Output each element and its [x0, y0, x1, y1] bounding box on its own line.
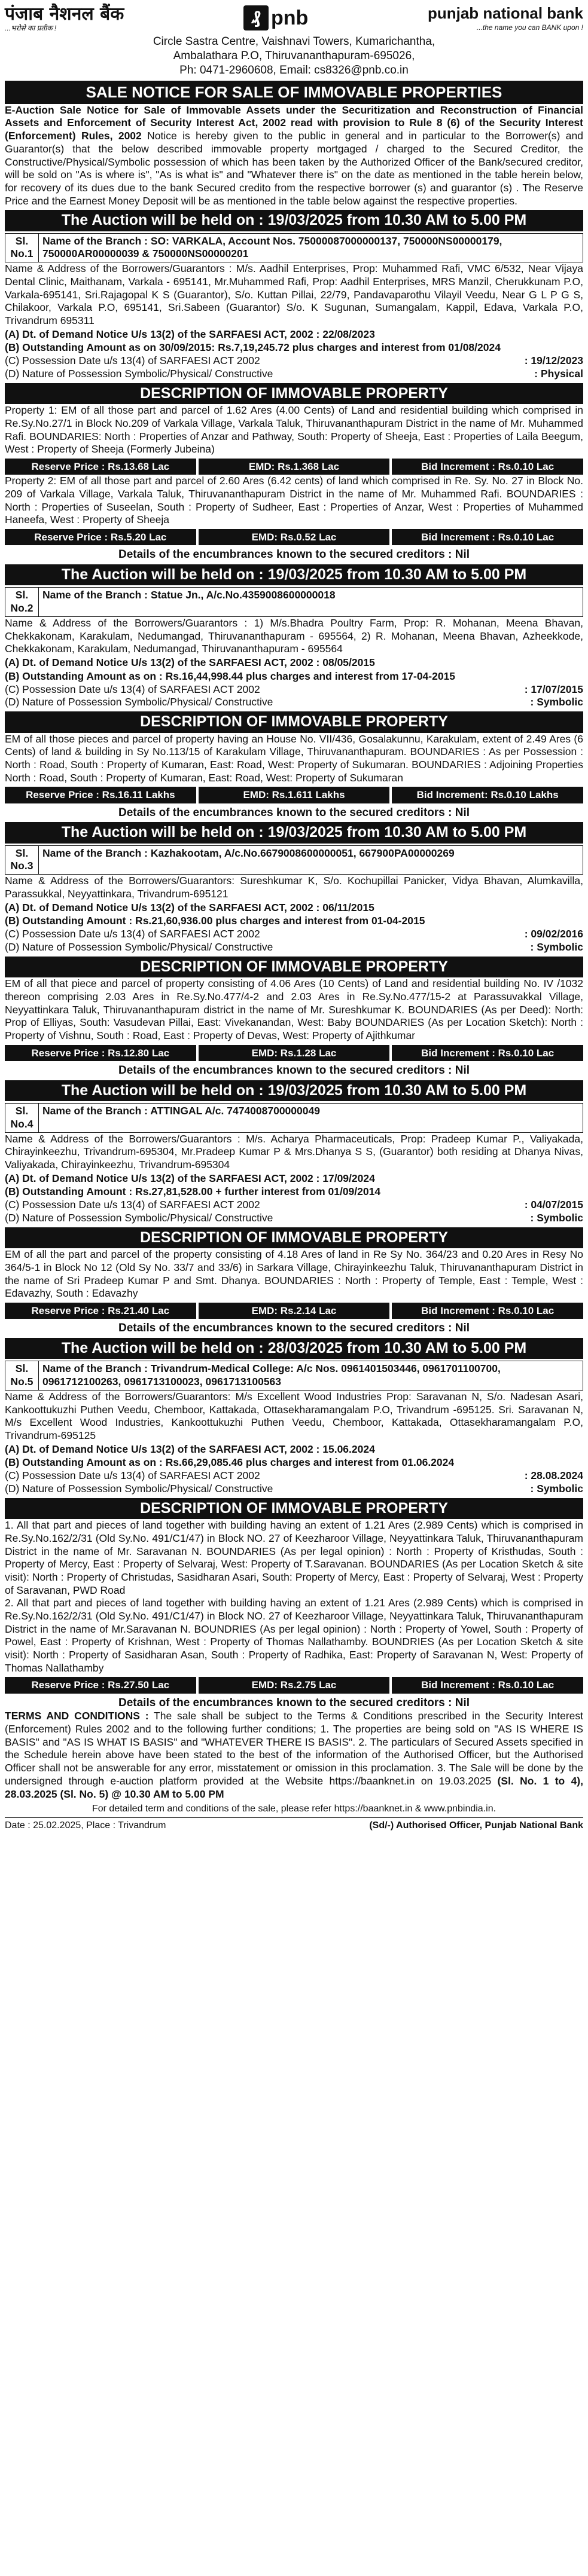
price-row	[5, 787, 583, 803]
outstanding-amount: (B) Outstanding Amount as on 30/09/2015: Rs.7,19,245.72 plus charges and interest from 01/08/2024	[5, 341, 501, 354]
footer	[5, 1817, 583, 1832]
branch-row	[5, 845, 583, 875]
possession-nature-row	[5, 941, 583, 954]
possession-date-value: : 04/07/2015	[524, 1199, 583, 1211]
bid-increment: Bid Increment : Rs.0.10 Lac	[392, 1303, 583, 1319]
price-row	[5, 529, 583, 545]
borrower-details: Name & Address of the Borrowers/Guarantors : M/s. Acharya Pharmaceuticals, Prop: Pradeep Kumar P., Valiyakada, Chirayinkeezhu, Trivandrum-695304, Mr.Pradeep Kumar P & Mrs.Dhanya S S, (Guarantor) both residing at Dhanya Nivas, Valiyakada, Chirayinkeezhu, Trivandrum-695304	[5, 1132, 583, 1171]
possession-nature-value: : Physical	[534, 368, 583, 380]
terms-and-conditions	[5, 1710, 583, 1801]
borrower-details: Name & Address of the Borrowers/Guarantors : 1) M/s.Bhadra Poultry Farm, Prop: R. Mohanan, Meena Bhavan, Chekkakonam, Karakulam, Nedumangad, Thiruvananthapuram - 695564, 2) R. Mohanan, Meena Bhavan, Azheekkode, Chekkakonam, Karakulam, Nedumangad, Thiruvananthapuram - 695564	[5, 616, 583, 655]
description-heading: DESCRIPTION OF IMMOVABLE PROPERTY	[5, 711, 583, 732]
auction-date-bar: The Auction will be held on : 28/03/2025 from 10.30 AM to 5.00 PM	[5, 1338, 583, 1359]
branch-details: Name of the Branch : SO: VARKALA, Account Nos. 75000087000000137, 750000NS00000179, 750000AR00000039 & 750000NS00000201	[42, 234, 502, 260]
outstanding-amount: (B) Outstanding Amount : Rs.27,81,528.00 + further interest from 01/09/2014	[5, 1185, 381, 1198]
property-description: EM of all the part and parcel of the property consisting of 4.18 Ares of land in Re Sy No. 364/23 and 0.20 Ares in Resy No 364/5-1 in Block No 12 (Old Sy No. 33/7 and 33/6) in Sarkara Village, Chirayinkeezhu Taluk, Thiruvananthapuram District in the name of Sri Pradeep Kumar P and Smt. Dhanya. BOUNDARIES : North : Property of Temple, East : Temple, West : Edavazhy, South : Edavazhy	[5, 1248, 583, 1300]
encumbrance-details: Details of the encumbrances known to the secured creditors : Nil	[118, 1064, 470, 1077]
possession-nature-label: (D) Nature of Possession Symbolic/Physical/ Constructive	[5, 941, 273, 953]
signatory: (Sd/-) Authorised Officer, Punjab National Bank	[369, 1820, 583, 1831]
pnb-logo-icon: ₰	[243, 5, 269, 30]
price-row	[5, 1303, 583, 1319]
bid-increment: Bid Increment : Rs.0.10 Lac	[392, 1677, 583, 1693]
borrower-details: Name & Address of the Borrowers/Guarantors: M/s Excellent Wood Industries Prop: Saravanan N, S/o. Nadesan Asari, Kankoottukuzhi Puthen Veedu, Chemboor, Kattakada, Ottasekharamangalam P.O, Trivandrum -695125. Sri. Saravanan N, M/s Excellent Wood Industries, Kankoottukuzhi Puthen Veedu, Chemboor, Kattakada, Ottasekharamangalam P.O, Trivandrum-695125	[5, 1390, 583, 1441]
property-description: 1. All that part and pieces of land together with building having an extent of 1.21 Ares (2.989 Cents) which is comprised in Re.Sy.No.162/2/31 (Old Sy.No. 491/C1/47) in Block NO. 27 of Keezharoor Village, Neyyattinkara Taluk, Thiruvananthapuram District in the name of Mr. Saravanan N. BOUNDARIES (As per legal opinion) : North : Property of Kristhudas, South : Property of Mercy, East : Property of Selvaraj, West: Property of T.Saravanan. BOUNDARIES (As per Location Sketch & site visit): North : Property of Christudas, Sasidharan Asari, South: Property of Mercy, East : Property of Selvaraj, West : Property of Saravanan, PWD Road	[5, 1519, 583, 1596]
possession-date-row	[5, 928, 583, 941]
encumbrance-details: Details of the encumbrances known to the secured creditors : Nil	[118, 806, 470, 819]
emd: EMD: Rs.0.52 Lac	[199, 529, 390, 545]
description-heading: DESCRIPTION OF IMMOVABLE PROPERTY	[5, 957, 583, 977]
possession-date-value: : 17/07/2015	[524, 683, 583, 695]
description-heading: DESCRIPTION OF IMMOVABLE PROPERTY	[5, 383, 583, 404]
emd: EMD: Rs.1.28 Lac	[199, 1045, 390, 1061]
intro-paragraph	[5, 104, 583, 208]
possession-date-value: : 09/02/2016	[524, 928, 583, 940]
possession-nature-value: : Symbolic	[530, 1483, 583, 1495]
possession-nature-label: (D) Nature of Possession Symbolic/Physical/ Constructive	[5, 368, 273, 380]
possession-nature-row	[5, 696, 583, 709]
borrower-details: Name & Address of the Borrowers/Guarantors: Sureshkumar K, S/o. Kochupillai Panicker, Vidya Bhavan, Alumkavilla, Parassukkal, Neyyattinkara, Trivandrum-695121	[5, 875, 583, 900]
encumbrance-details: Details of the encumbrances known to the secured creditors : Nil	[118, 548, 470, 561]
possession-nature-row	[5, 1212, 583, 1225]
bank-name-hindi: पंजाब नैशनल बैंक	[5, 3, 124, 25]
auction-date-bar: The Auction will be held on : 19/03/2025 from 10.30 AM to 5.00 PM	[5, 1080, 583, 1101]
lot-1	[5, 210, 583, 562]
price-row	[5, 459, 583, 475]
tagline-hindi: ...भरोसे का प्रतीक !	[5, 24, 57, 33]
possession-date-label: (C) Possession Date u/s 13(4) of SARFAESI ACT 2002	[5, 1199, 260, 1211]
english-name-block	[428, 4, 583, 32]
lot-4	[5, 1080, 583, 1336]
possession-date-value: : 19/12/2023	[524, 355, 583, 367]
possession-nature-label: (D) Nature of Possession Symbolic/Physical/ Constructive	[5, 1483, 273, 1495]
branch-row	[5, 233, 583, 263]
borrower-details: Name & Address of the Borrowers/Guarantors : M/s. Aadhil Enterprises, Prop: Muhammed Rafi, VMC 6/532, Near Vijaya Dental Clinic, Maithanam, Varkala - 695141, Mr.Muhammed Rafi, Prop: Aadhil Enterprises, MRS Manzil, Cherukkunam P.O, Varkala-695141, Sri.Rajagopal K S (Guarantor), S/o. Kuttan Pillai, 22/79, Pandavaparothu Vilayil Veedu, Near G L P G S, Chilakoor, Varkala P.O, 695141, Sri.Sabeen (Guarantor) S/o. K Sugunan, Sumangalam, Kappil, Edava, Varkala P.O, Trivandrum 695311	[5, 262, 583, 326]
demand-notice-date: (A) Dt. of Demand Notice U/s 13(2) of the SARFAESI ACT, 2002 : 22/08/2023	[5, 328, 375, 340]
reserve-price: Reserve Price : Rs.21.40 Lac	[5, 1303, 196, 1319]
emd: EMD: Rs.1.368 Lac	[199, 459, 390, 475]
auction-date-bar: The Auction will be held on : 19/03/2025 from 10.30 AM to 5.00 PM	[5, 822, 583, 843]
possession-date-label: (C) Possession Date u/s 13(4) of SARFAESI ACT 2002	[5, 683, 260, 695]
circle-address	[5, 35, 583, 77]
possession-nature-label: (D) Nature of Possession Symbolic/Physical/ Constructive	[5, 1212, 273, 1224]
serial-number: Sl. No.5	[5, 1361, 39, 1390]
possession-date-row	[5, 355, 583, 368]
branch-row	[5, 1361, 583, 1391]
possession-nature-row	[5, 368, 583, 381]
possession-date-value: : 28.08.2024	[524, 1469, 583, 1482]
demand-notice-date: (A) Dt. of Demand Notice U/s 13(2) of the SARFAESI ACT, 2002 : 17/09/2024	[5, 1172, 375, 1184]
lot-2	[5, 564, 583, 820]
lot-5	[5, 1338, 583, 1710]
emd: EMD: Rs.1.611 Lakhs	[199, 787, 390, 803]
lot-3	[5, 822, 583, 1077]
reserve-price: Reserve Price : Rs.16.11 Lakhs	[5, 787, 196, 803]
branch-details: Name of the Branch : Kazhakootam, A/c.No.6679008600000051, 667900PA00000269	[42, 847, 455, 859]
bid-increment: Bid Increment : Rs.0.10 Lac	[392, 529, 583, 545]
tagline-english: ...the name you can BANK upon !	[476, 23, 583, 32]
encumbrance-details: Details of the encumbrances known to the secured creditors : Nil	[118, 1322, 470, 1335]
bank-name-english: punjab national bank	[427, 4, 583, 23]
description-heading: DESCRIPTION OF IMMOVABLE PROPERTY	[5, 1227, 583, 1248]
date-place: Date : 25.02.2025, Place : Trivandrum	[5, 1820, 166, 1831]
possession-date-row	[5, 1199, 583, 1212]
serial-number: Sl. No.4	[5, 1104, 39, 1132]
possession-date-label: (C) Possession Date u/s 13(4) of SARFAESI ACT 2002	[5, 1469, 260, 1482]
logo-text: pnb	[270, 6, 309, 29]
property-description: Property 2: EM of all those part and parcel of 2.60 Ares (6.42 cents) of land which comprised in Re. Sy. No. 27 in Block No. 209 of Varkala Village, Varkala Taluk, Thiruvananthapuram District in the name of Mr. Muhammed Rafi. BOUNDARIES : North : Properties of Suseelan, South : Property of Sudheer, East : Properties of Anzar, West : Properties of Muhammed Haneefa, West : Property of Sheeja	[5, 475, 583, 526]
possession-nature-value: : Symbolic	[530, 696, 583, 708]
branch-details: Name of the Branch : Statue Jn., A/c.No.4359008600000018	[42, 589, 336, 601]
auction-date-bar: The Auction will be held on : 19/03/2025 from 10.30 AM to 5.00 PM	[5, 564, 583, 585]
emd: EMD: Rs.2.14 Lac	[199, 1303, 390, 1319]
demand-notice-date: (A) Dt. of Demand Notice U/s 13(2) of the SARFAESI ACT, 2002 : 08/05/2015	[5, 656, 375, 668]
serial-number: Sl. No.3	[5, 846, 39, 875]
bank-header	[5, 4, 583, 32]
pnb-logo	[243, 5, 308, 31]
branch-details: Name of the Branch : Trivandrum-Medical College: A/c Nos. 0961401503446, 0961701100700, 0961712100263, 0961713100023, 0961713100563	[42, 1362, 501, 1388]
reserve-price: Reserve Price : Rs.27.50 Lac	[5, 1677, 196, 1693]
possession-nature-value: : Symbolic	[530, 1212, 583, 1224]
intro-body: Notice is hereby given to the public in general and in particular to the Borrower(s) and Guarantor(s) that the below described immovable property mortgaged / charged to the Secured Creditor, the Constructive/Physical/Symbolic possession of which has been taken by the Authorized Officer of the Bank/secured creditor, will be sold on "As is where is", "As is what is" and "Whatever there is" on the date as mentioned in the table herein below, for recovery of its dues due to the bank Secured credito from the respective borrower (s) and guarantor (s) . The Reserve Price and the Earnest Money Deposit will be as mentioned in the table below against the respective properties.	[5, 130, 583, 207]
property-description: EM of all those pieces and parcel of property having an House No. VII/436, Gosalakunnu, Karakulam, extent of 2.49 Ares (6 Cents) of land & building in Sy No.113/15 of Karakulam Village, Thiruvananthapuram. BOUNDARIES : As per Possession : North : Road, South : Property of Kumaran, East: Road, West: Property of Sukumaran. BOUNDARIES : Adjoining Properties North : Road, South : Property of Kumaran, East: Road, West: Property of Sukumaran	[5, 732, 583, 784]
terms-tail: (Sl. No. 1 to 4), 28.03.2025 (Sl. No. 5) @ 10.30 AM to 5.00 PM	[5, 1774, 583, 1800]
encumbrance-details: Details of the encumbrances known to the secured creditors : Nil	[118, 1696, 470, 1709]
bid-increment: Bid Increment : Rs.0.10 Lac	[392, 1045, 583, 1061]
bid-increment: Bid Increment : Rs.0.10 Lac	[392, 459, 583, 475]
property-description: EM of all that piece and parcel of property consisting of 4.06 Ares (10 Cents) of Land and residential building No. IV /1032 thereon comprising 2.03 Ares in Re.Sy.No.477/4-2 and 2.03 Ares in Re.Sy.No.477/15-2 at Parassuvakkal Village, Neyyattinkara Taluk, Thiruvananthapuram district in the name of Mr. Sureshkumar K. BOUNDARIES (As per Deed): North: Prop of Elliyas, South: Vasudevan Pillai, East: Vivekanandan, West: Baby BOUNDARIES (As per Location Sketch): North : Property of Vishnu, South : Road, East : Property of Devas, West: Property of Ajithkumar	[5, 977, 583, 1041]
price-row	[5, 1677, 583, 1693]
bid-increment: Bid Increment: Rs.0.10 Lakhs	[392, 787, 583, 803]
possession-nature-value: : Symbolic	[530, 941, 583, 953]
property-description: 2. All that part and pieces of land together with building having an extent of 1.21 Ares (2.989 Cents) which is comprised in Re.Sy.No.162/2/31 (Old Sy.No. 491/C1/47) in Block NO. 27 of Keezharoor Village, Neyyattinkara Taluk, Thiruvananthapuram District in the name of Mr.Saravanan N. BOUNDRIES (As per legal opinion) : North : Property of Yowel, South : Property of Powel, East : Property of Krishnan, West : Property of Thomas Nallathamby. BOUNDRIES (As per Location Sketch & site visit): North : Property of Sasidharan Asan, South : Property of Radhika, East: Property of Saravanan N, West: Property of Thomas Nallathamby	[5, 1597, 583, 1674]
reserve-price: Reserve Price : Rs.13.68 Lac	[5, 459, 196, 475]
branch-details: Name of the Branch : ATTINGAL A/c. 7474008700000049	[42, 1104, 320, 1117]
possession-nature-label: (D) Nature of Possession Symbolic/Physical/ Constructive	[5, 696, 273, 708]
outstanding-amount: (B) Outstanding Amount : Rs.21,60,936.00 plus charges and interest from 01-04-2015	[5, 915, 425, 927]
contact-line: Ph: 0471-2960608, Email: cs8326@pnb.co.in	[179, 63, 409, 77]
address-line: Circle Sastra Centre, Vaishnavi Towers, Kumarichantha,	[153, 35, 435, 48]
address-line: Ambalathara P.O, Thiruvananthapuram-695026,	[173, 49, 415, 62]
hindi-name-block	[5, 3, 124, 33]
possession-date-row	[5, 1469, 583, 1483]
reserve-price: Reserve Price : Rs.5.20 Lac	[5, 529, 196, 545]
serial-number: Sl. No.1	[5, 234, 39, 262]
branch-row	[5, 587, 583, 617]
outstanding-amount: (B) Outstanding Amount as on : Rs.66,29,085.46 plus charges and interest from 01.06.2024	[5, 1456, 455, 1469]
possession-date-label: (C) Possession Date u/s 13(4) of SARFAESI ACT 2002	[5, 928, 260, 940]
reserve-price: Reserve Price : Rs.12.80 Lac	[5, 1045, 196, 1061]
price-row	[5, 1045, 583, 1061]
auction-date-bar: The Auction will be held on : 19/03/2025 from 10.30 AM to 5.00 PM	[5, 210, 583, 231]
footnote: For detailed term and conditions of the sale, please refer https://baanknet.in & www.pnbindia.in.	[92, 1804, 496, 1814]
possession-date-label: (C) Possession Date u/s 13(4) of SARFAESI ACT 2002	[5, 355, 260, 367]
demand-notice-date: (A) Dt. of Demand Notice U/s 13(2) of the SARFAESI ACT, 2002 : 06/11/2015	[5, 901, 374, 913]
property-description: Property 1: EM of all those part and parcel of 1.62 Ares (4.00 Cents) of Land and residential building which comprised in Re.Sy.No.27/1 in Block No.209 of Varkala Village, Varkala Taluk, Thiruvananthapuram District in the name of Mr. Muhammed Rafi. BOUNDARIES: North : Properties of Anzar and Pathway, South: Property of Sheeja, East : Properties of Laila Beegum, West : Property of Sheeja (Formerly Jubeina)	[5, 404, 583, 456]
intro-lead: E-Auction Sale Notice for Sale of Immovable Assets under the Securitization and Reconstruction of Financial Assets and Enforcement of Security Interest Act, 2002 read with provision to Rule 8 (6) of the Security Interest (Enforcement) Rules, 2002	[5, 103, 583, 142]
serial-number: Sl. No.2	[5, 588, 39, 616]
emd: EMD: Rs.2.75 Lac	[199, 1677, 390, 1693]
terms-body: The sale shall be subject to the Terms & Conditions prescribed in the Security Interest (Enforcement) Rules 2002 and to the following further conditions; 1. The properties are being sold on "AS IS WHERE IS BASIS" and "AS IS WHAT IS BASIS" and "WHATEVER THERE IS BASIS". 2. The particulars of Secured Assets specified in the Schedule herein above have been stated to the best of the information of the Authorised Officer, but the Authorised Officer shall not be answerable for any error, misstatement or omission in this proclamation. 3. The Sale will be done by the undersigned through e-auction platform provided at the Website https://baanknet.in on 19.03.2025	[5, 1710, 583, 1787]
demand-notice-date: (A) Dt. of Demand Notice U/s 13(2) of the SARFAESI ACT, 2002 : 15.06.2024	[5, 1443, 375, 1455]
notice-title: SALE NOTICE FOR SALE OF IMMOVABLE PROPERTIES	[5, 81, 583, 104]
description-heading: DESCRIPTION OF IMMOVABLE PROPERTY	[5, 1498, 583, 1519]
possession-nature-row	[5, 1483, 583, 1496]
possession-date-row	[5, 683, 583, 696]
outstanding-amount: (B) Outstanding Amount as on : Rs.16,44,998.44 plus charges and interest from 17-04-2015	[5, 670, 456, 682]
terms-lead: TERMS AND CONDITIONS :	[5, 1710, 149, 1722]
branch-row	[5, 1103, 583, 1133]
